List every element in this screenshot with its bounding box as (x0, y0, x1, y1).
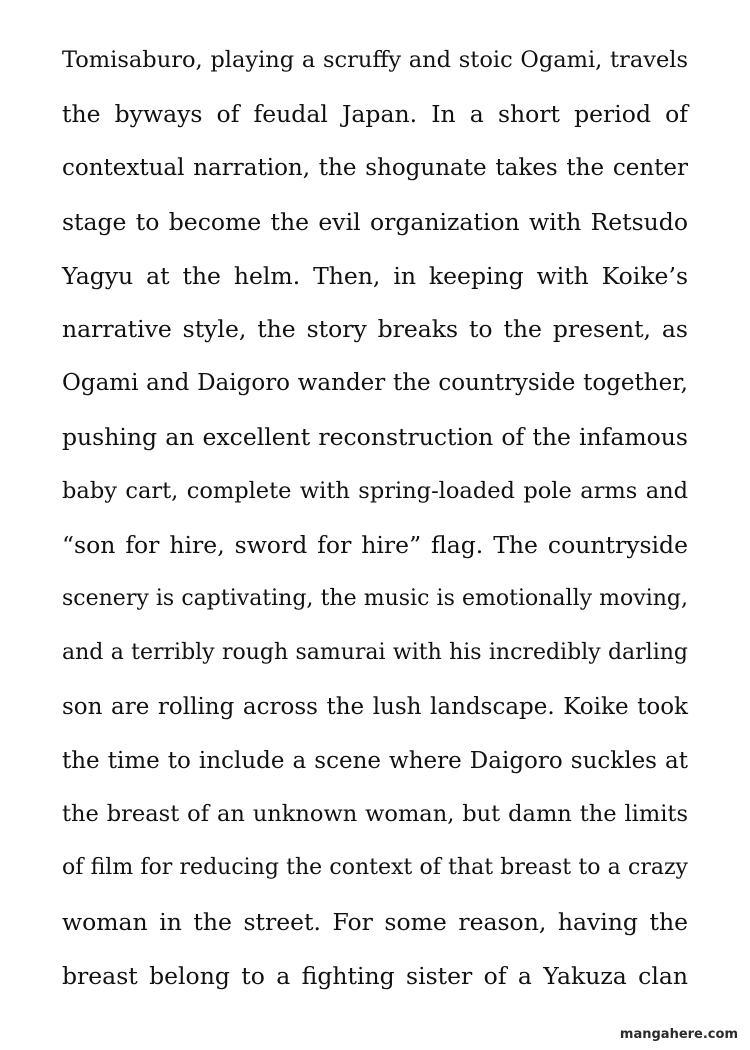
text-line: the byways of feudal Japan. In a short period of (62, 99, 688, 128)
text-line: Ogami and Daigoro wander the countryside together, (62, 370, 688, 397)
text-line: scenery is captivating, the music is emotionally moving, (62, 585, 688, 611)
body-text (62, 40, 688, 1010)
text-line: Yagyu at the helm. Then, in keeping with Koike’s (62, 261, 688, 290)
text-line: baby cart, complete with spring-loaded pole arms and (62, 478, 688, 505)
text-line: woman in the street. For some reason, having the (62, 908, 688, 937)
text-line: the time to include a scene where Daigoro suckles at (62, 747, 688, 774)
text-line: the breast of an unknown woman, but damn the limits (62, 801, 688, 828)
text-line: son are rolling across the lush landscape. Koike took (62, 693, 688, 720)
text-line: Tomisaburo, playing a scruffy and stoic Ogami, travels (62, 47, 688, 73)
text-line: of film for reducing the context of that breast to a crazy (62, 855, 688, 881)
text-line: narrative style, the story breaks to the present, as (62, 315, 688, 344)
text-line: breast belong to a fighting sister of a Yakuza clan (62, 962, 688, 991)
text-line: contextual narration, the shogunate takes the center (62, 154, 688, 181)
watermark: mangahere.com (619, 1027, 738, 1042)
text-line: “son for hire, sword for hire” flag. The countryside (62, 531, 688, 560)
text-line: pushing an excellent reconstruction of the infamous (62, 423, 688, 452)
text-line: stage to become the evil organization with Retsudo (62, 207, 688, 236)
text-line: and a terribly rough samurai with his incredibly darling (62, 639, 688, 665)
